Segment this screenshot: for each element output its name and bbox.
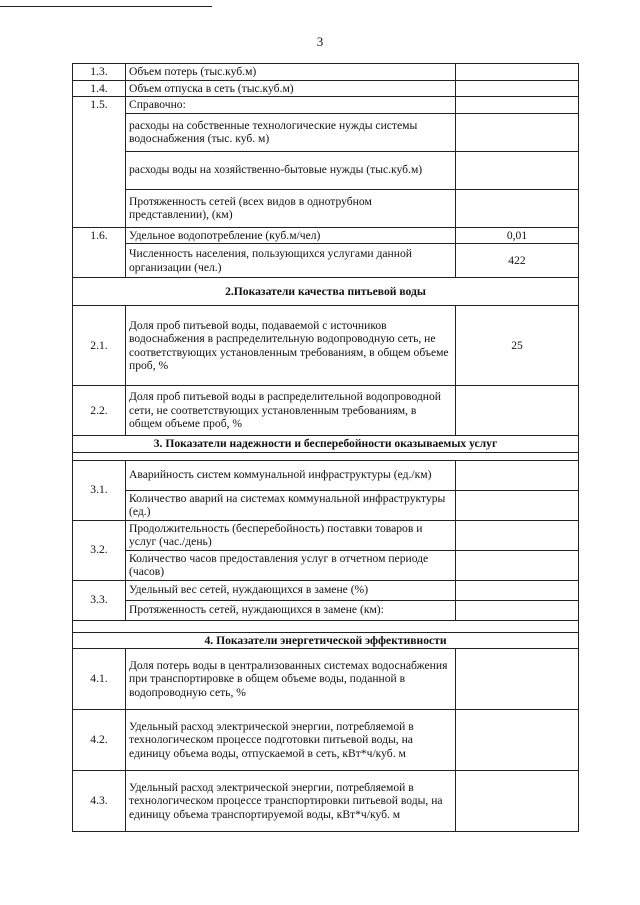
row-number: 2.1. bbox=[73, 306, 126, 386]
row-number: 4.3. bbox=[73, 771, 126, 832]
table-row bbox=[73, 520, 579, 550]
row-number: 1.5. bbox=[73, 97, 126, 228]
row-number: 3.1. bbox=[73, 460, 126, 520]
page-number: 3 bbox=[316, 34, 324, 49]
section-header-row bbox=[73, 632, 579, 649]
table-row bbox=[73, 649, 579, 710]
row-value bbox=[456, 151, 579, 189]
row-value: 25 bbox=[456, 306, 579, 386]
table-row bbox=[73, 151, 579, 189]
row-number: 4.1. bbox=[73, 649, 126, 710]
row-number: 3.2. bbox=[73, 520, 126, 580]
table-row bbox=[73, 550, 579, 580]
row-value bbox=[456, 97, 579, 114]
section-title: 3. Показатели надежности и бесперебойности оказываемых услуг bbox=[73, 436, 579, 453]
table-row bbox=[73, 771, 579, 832]
section-header-row bbox=[73, 436, 579, 453]
row-label: Объем потерь (тыс.куб.м) bbox=[126, 64, 456, 81]
table-row bbox=[73, 490, 579, 520]
table-row bbox=[73, 64, 579, 81]
spacer-row bbox=[73, 452, 579, 460]
row-value bbox=[456, 189, 579, 227]
row-label: расходы воды на хозяйственно-бытовые нужды (тыс.куб.м) bbox=[126, 151, 456, 189]
indicators-table bbox=[72, 63, 579, 832]
row-label: Объем отпуска в сеть (тыс.куб.м) bbox=[126, 80, 456, 97]
row-label: Доля проб питьевой воды в распределительной водопроводной сети, не соответствующих установленным требованиям, в общем объеме проб, % bbox=[126, 386, 456, 436]
table-row bbox=[73, 80, 579, 97]
section-title: 4. Показатели энергетической эффективности bbox=[73, 632, 579, 649]
row-number: 3.3. bbox=[73, 580, 126, 620]
row-number: 1.4. bbox=[73, 80, 126, 97]
row-label: Доля потерь воды в централизованных системах водоснабжения при транспортировке в общем объеме воды, поданной в водопроводную сеть, % bbox=[126, 649, 456, 710]
table-row bbox=[73, 113, 579, 151]
section-title: 2.Показатели качества питьевой воды bbox=[73, 278, 579, 306]
table-row bbox=[73, 189, 579, 227]
row-label: Аварийность систем коммунальной инфраструктуры (ед./км) bbox=[126, 460, 456, 490]
spacer bbox=[73, 452, 579, 460]
row-value bbox=[456, 386, 579, 436]
row-value bbox=[456, 64, 579, 81]
row-number: 1.6. bbox=[73, 227, 126, 278]
row-number: 4.2. bbox=[73, 710, 126, 771]
row-value bbox=[456, 649, 579, 710]
row-label: Удельное водопотребление (куб.м/чел) bbox=[126, 227, 456, 244]
section-header-row bbox=[73, 278, 579, 306]
row-value bbox=[456, 113, 579, 151]
row-label: Протяженность сетей, нуждающихся в замене (км): bbox=[126, 600, 456, 620]
row-value bbox=[456, 460, 579, 490]
row-label: Протяженность сетей (всех видов в однотрубном представлении), (км) bbox=[126, 189, 456, 227]
row-label: Удельный расход электрической энергии, потребляемой в технологическом процессе подготовки питьевой воды, на единицу объема воды, отпускаемой в сеть, кВт*ч/куб. м bbox=[126, 710, 456, 771]
row-number: 2.2. bbox=[73, 386, 126, 436]
row-value bbox=[456, 520, 579, 550]
row-label: Количество аварий на системах коммунальной инфраструктуры (ед.) bbox=[126, 490, 456, 520]
table-row bbox=[73, 306, 579, 386]
spacer bbox=[73, 620, 579, 632]
row-value bbox=[456, 600, 579, 620]
row-label: расходы на собственные технологические нужды системы водоснабжения (тыс. куб. м) bbox=[126, 113, 456, 151]
row-label: Количество часов предоставления услуг в отчетном периоде (часов) bbox=[126, 550, 456, 580]
row-value bbox=[456, 80, 579, 97]
table-row bbox=[73, 386, 579, 436]
reference-header: Справочно: bbox=[126, 97, 456, 114]
row-value bbox=[456, 550, 579, 580]
table-row bbox=[73, 580, 579, 600]
row-label: Удельный расход электрической энергии, потребляемой в технологическом процессе транспортировки питьевой воды, на единицу объема транспортируемой воды, кВт*ч/куб. м bbox=[126, 771, 456, 832]
row-number: 1.3. bbox=[73, 64, 126, 81]
row-value bbox=[456, 710, 579, 771]
row-label: Удельный вес сетей, нуждающихся в замене (%) bbox=[126, 580, 456, 600]
row-value: 0,01 bbox=[456, 227, 579, 244]
row-value bbox=[456, 490, 579, 520]
table-row bbox=[73, 244, 579, 278]
row-label: Численность населения, пользующихся услугами данной организации (чел.) bbox=[126, 244, 456, 278]
row-value: 422 bbox=[456, 244, 579, 278]
row-value bbox=[456, 580, 579, 600]
table-row bbox=[73, 710, 579, 771]
table-row bbox=[73, 460, 579, 490]
table-row bbox=[73, 227, 579, 244]
row-label: Продолжительность (бесперебойность) поставки товаров и услуг (час./день) bbox=[126, 520, 456, 550]
row-label: Доля проб питьевой воды, подаваемой с источников водоснабжения в распределительную водопроводную сеть, не соответствующих установленным требованиям, в общем объеме проб, % bbox=[126, 306, 456, 386]
table-row bbox=[73, 97, 579, 114]
top-rule bbox=[0, 6, 212, 7]
spacer-row bbox=[73, 620, 579, 632]
row-value bbox=[456, 771, 579, 832]
table-row bbox=[73, 600, 579, 620]
